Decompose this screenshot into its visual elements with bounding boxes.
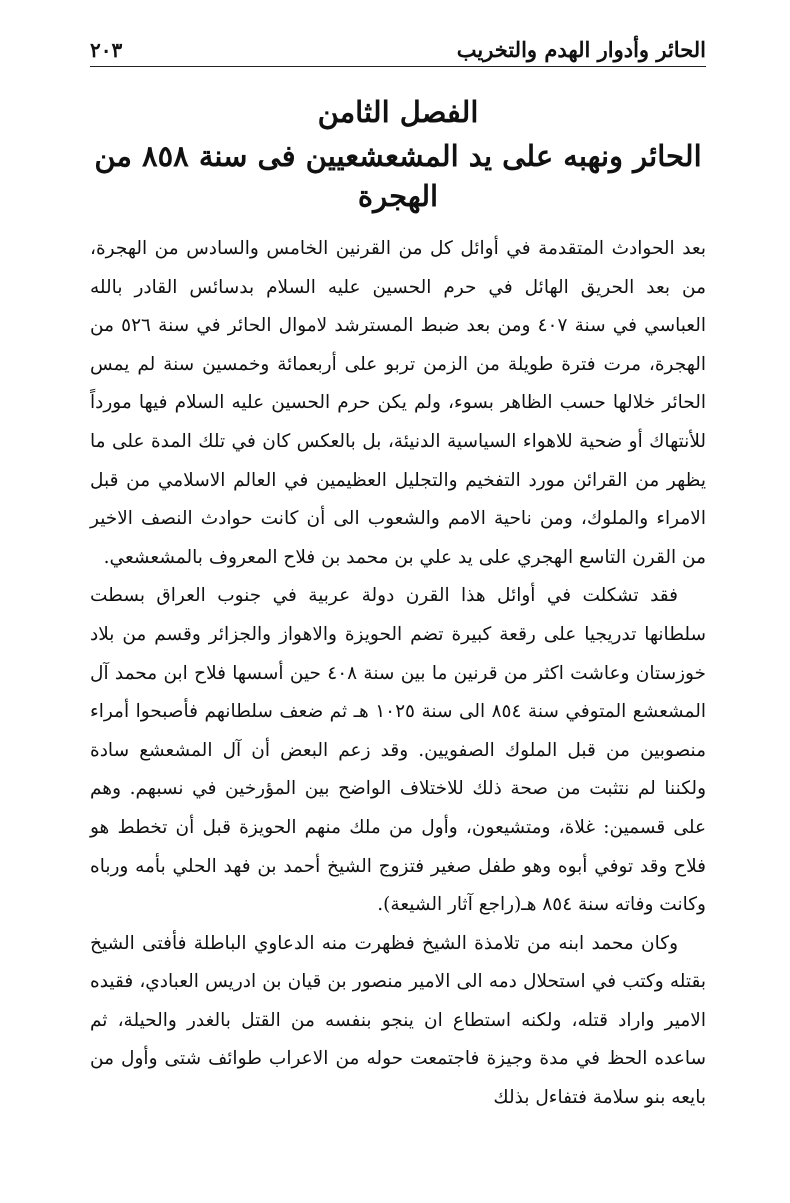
page-number: ٢٠٣ — [90, 38, 123, 62]
chapter-number: الفصل الثامن — [317, 95, 479, 129]
paragraph-1: بعد الحوادث المتقدمة في أوائل كل من القرنين الخامس والسادس من الهجرة، من بعد الحريق الهائل في حرم الحسين عليه السلام بدسائس القادر بالله العباسي في سنة ٤٠٧ ومن بعد ضبط المسترشد لاموال الحائر في سنة ٥٢٦ من الهجرة، مرت فترة طويلة من الزمن تربو على أربعمائة وخمسين سنة لم يمس الحائر خلالها حسب الظاهر بسوء، ولم يكن حرم الحسين عليه السلام فيها مورداً للأنتهاك أو ضحية للاهواء السياسية الدنيئة، بل بالعكس كان في تلك المدة على ما يظهر من القرائن مورد التفخيم والتجليل العظيمين في العالم الاسلامي من قبل الامراء والملوك، ومن ناحية الامم والشعوب الى أن كانت حوادث النصف الاخير من القرن التاسع الهجري على يد علي بن محمد بن فلاح المعروف بالمشعشعي. — [90, 238, 707, 568]
body-text — [90, 230, 706, 1118]
running-title: الحائر وأدوار الهدم والتخريب — [456, 37, 706, 62]
paragraph-2: فقد تشكلت في أوائل هذا القرن دولة عربية في جنوب العراق بسطت سلطانها تدريجيا على رقعة كبيرة تضم الحويزة والاهواز والجزائر وقسم من بلاد خوزستان وعاشت اكثر من قرنين ما بين سنة ٤٠٨ حين أسسها فلاح ابن محمد آل المشعشع المتوفي سنة ٨٥٤ الى سنة ١٠٢٥ هـ ثم ضعف سلطانهم فأصبحوا أمراء منصوبين من قبل الملوك الصفويين. وقد زعم البعض أن آل المشعشع سادة ولكننا لم نتثبت من صحة ذلك للاختلاف الواضح بين المؤرخين في نسبهم. وهم على قسمين: غلاة، ومتشيعون، وأول من ملك منهم الحويزة قبل أن تخطط هو فلاح وقد توفي أبوه وهو طفل صغير فتزوج الشيخ أحمد بن فهد الحلي بأمه ورباه وكانت وفاته سنة ٨٥٤ هـ(راجع آثار الشيعة). — [90, 585, 706, 916]
paragraph-3: وكان محمد ابنه من تلامذة الشيخ فظهرت منه الدعاوي الباطلة فأفتى الشيخ بقتله وكتب في استحلال دمه الى الامير منصور بن قيان بن ادريس العبادي، فقيده الامير واراد قتله، ولكنه استطاع ان ينجو بنفسه من القتل بالغدر والحيلة، ثم ساعده الحظ في مدة وجيزة فاجتمعت حوله من الاعراب طوائف شتى وأول من بايعه بنو سلامة فتفاءل بذلك — [90, 932, 706, 1109]
chapter-title: الحائر ونهبه على يد المشعشعيين فى سنة ٨٥٨ من الهجرة — [94, 139, 702, 213]
chapter-heading — [90, 92, 706, 216]
page-header — [90, 30, 706, 67]
